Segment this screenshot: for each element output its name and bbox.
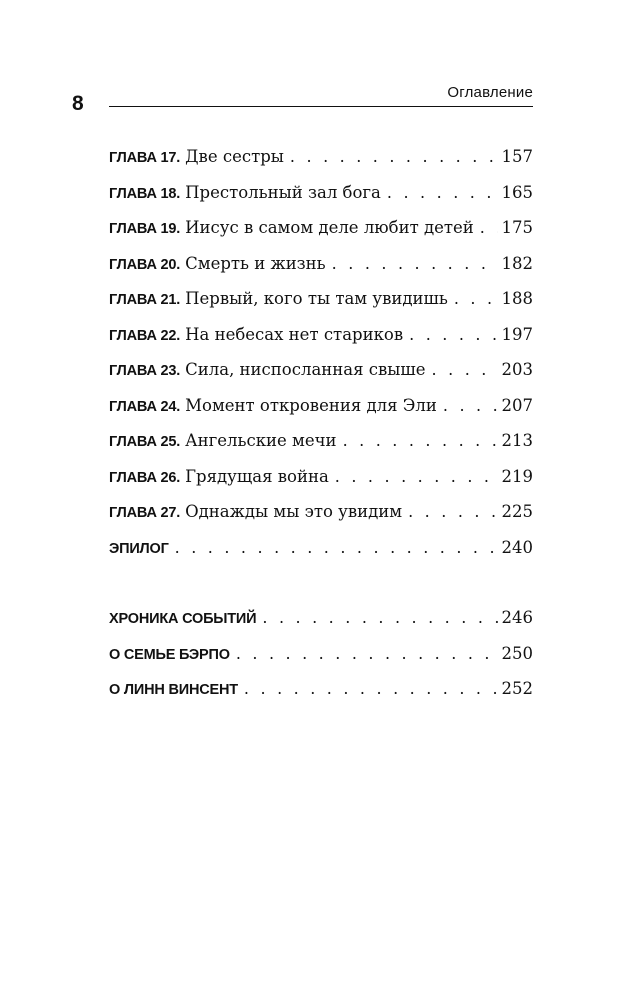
entry-label: ГЛАВА 17. (109, 150, 181, 166)
dot-leader (236, 642, 498, 666)
entry-page-number: 225 (501, 502, 533, 521)
dot-leader (335, 465, 498, 489)
entry-label: ГЛАВА 23. (109, 363, 181, 379)
entry-page-number: 250 (501, 643, 533, 663)
toc-entry-appendix (109, 677, 533, 713)
entry-label: О СЕМЬЕ БЭРПО (109, 646, 230, 663)
header-rule (109, 106, 533, 107)
toc-entry (109, 465, 533, 501)
dot-leader (262, 606, 497, 630)
entry-title: Смерть и жизнь (185, 253, 326, 273)
entry-page-number: 165 (501, 182, 533, 202)
toc-entry-epilogue (109, 536, 533, 572)
entry-label: ГЛАВА 19. (109, 221, 181, 237)
entry-title: Первый, кого ты там увидишь (185, 289, 448, 308)
entry-label: ГЛАВА 22. (109, 327, 181, 344)
entry-page-number: 188 (501, 289, 533, 308)
entry-page-number: 213 (501, 431, 533, 450)
dot-leader (387, 181, 498, 205)
entry-label: ГЛАВА 20. (109, 256, 181, 273)
entry-label: ГЛАВА 27. (109, 505, 181, 521)
dot-leader (454, 287, 498, 311)
toc-entry (109, 500, 533, 536)
entry-page-number: 207 (501, 395, 533, 415)
section-gap (109, 571, 533, 606)
entry-page-number: 182 (501, 253, 533, 273)
page-number: 8 (72, 92, 84, 115)
entry-label: О ЛИНН ВИНСЕНТ (109, 682, 238, 698)
entry-label: ГЛАВА 25. (109, 434, 181, 450)
dot-leader (290, 145, 498, 169)
entry-title: На небесах нет стариков (185, 324, 404, 344)
toc-entry (109, 429, 533, 465)
toc-entry (109, 287, 533, 323)
toc-entry (109, 181, 533, 217)
dot-leader (343, 429, 498, 453)
dot-leader (432, 358, 498, 382)
entry-label: ГЛАВА 18. (109, 185, 181, 202)
entry-page-number: 175 (501, 218, 533, 237)
entry-page-number: 197 (501, 324, 533, 344)
entry-label: ГЛАВА 21. (109, 292, 181, 308)
toc-entry (109, 252, 533, 288)
toc-entry (109, 145, 533, 181)
table-of-contents (109, 145, 533, 713)
entry-title: Однажды мы это увидим (185, 502, 403, 521)
toc-entry-appendix (109, 642, 533, 678)
toc-entry (109, 358, 533, 394)
toc-entry (109, 216, 533, 252)
dot-leader (443, 394, 498, 418)
entry-label: ХРОНИКА СОБЫТИЙ (109, 611, 257, 627)
entry-page-number: 219 (501, 466, 533, 486)
dot-leader (408, 500, 497, 524)
entry-title: Две сестры (185, 147, 284, 166)
entry-label: ЭПИЛОГ (109, 540, 169, 557)
entry-title: Иисус в самом деле любит детей (185, 218, 474, 237)
dot-leader (480, 216, 498, 240)
entry-title: Грядущая война (185, 466, 329, 486)
dot-leader (244, 677, 498, 701)
entry-page-number: 203 (501, 360, 533, 379)
dot-leader (332, 252, 498, 276)
entry-title: Ангельские мечи (185, 431, 337, 450)
entry-title: Престольный зал бога (185, 182, 381, 202)
entry-label: ГЛАВА 24. (109, 398, 181, 415)
entry-title: Момент откровения для Эли (185, 395, 437, 415)
running-head-title: Оглавление (447, 84, 533, 101)
toc-entry (109, 323, 533, 359)
entry-page-number: 246 (501, 608, 533, 627)
entry-page-number: 252 (501, 679, 533, 698)
dot-leader (175, 536, 498, 560)
entry-page-number: 157 (501, 147, 533, 166)
dot-leader (409, 323, 497, 347)
toc-entry-appendix (109, 606, 533, 642)
entry-page-number: 240 (501, 537, 533, 557)
toc-entry (109, 394, 533, 430)
entry-title: Сила, ниспосланная свыше (185, 360, 426, 379)
entry-label: ГЛАВА 26. (109, 469, 181, 486)
